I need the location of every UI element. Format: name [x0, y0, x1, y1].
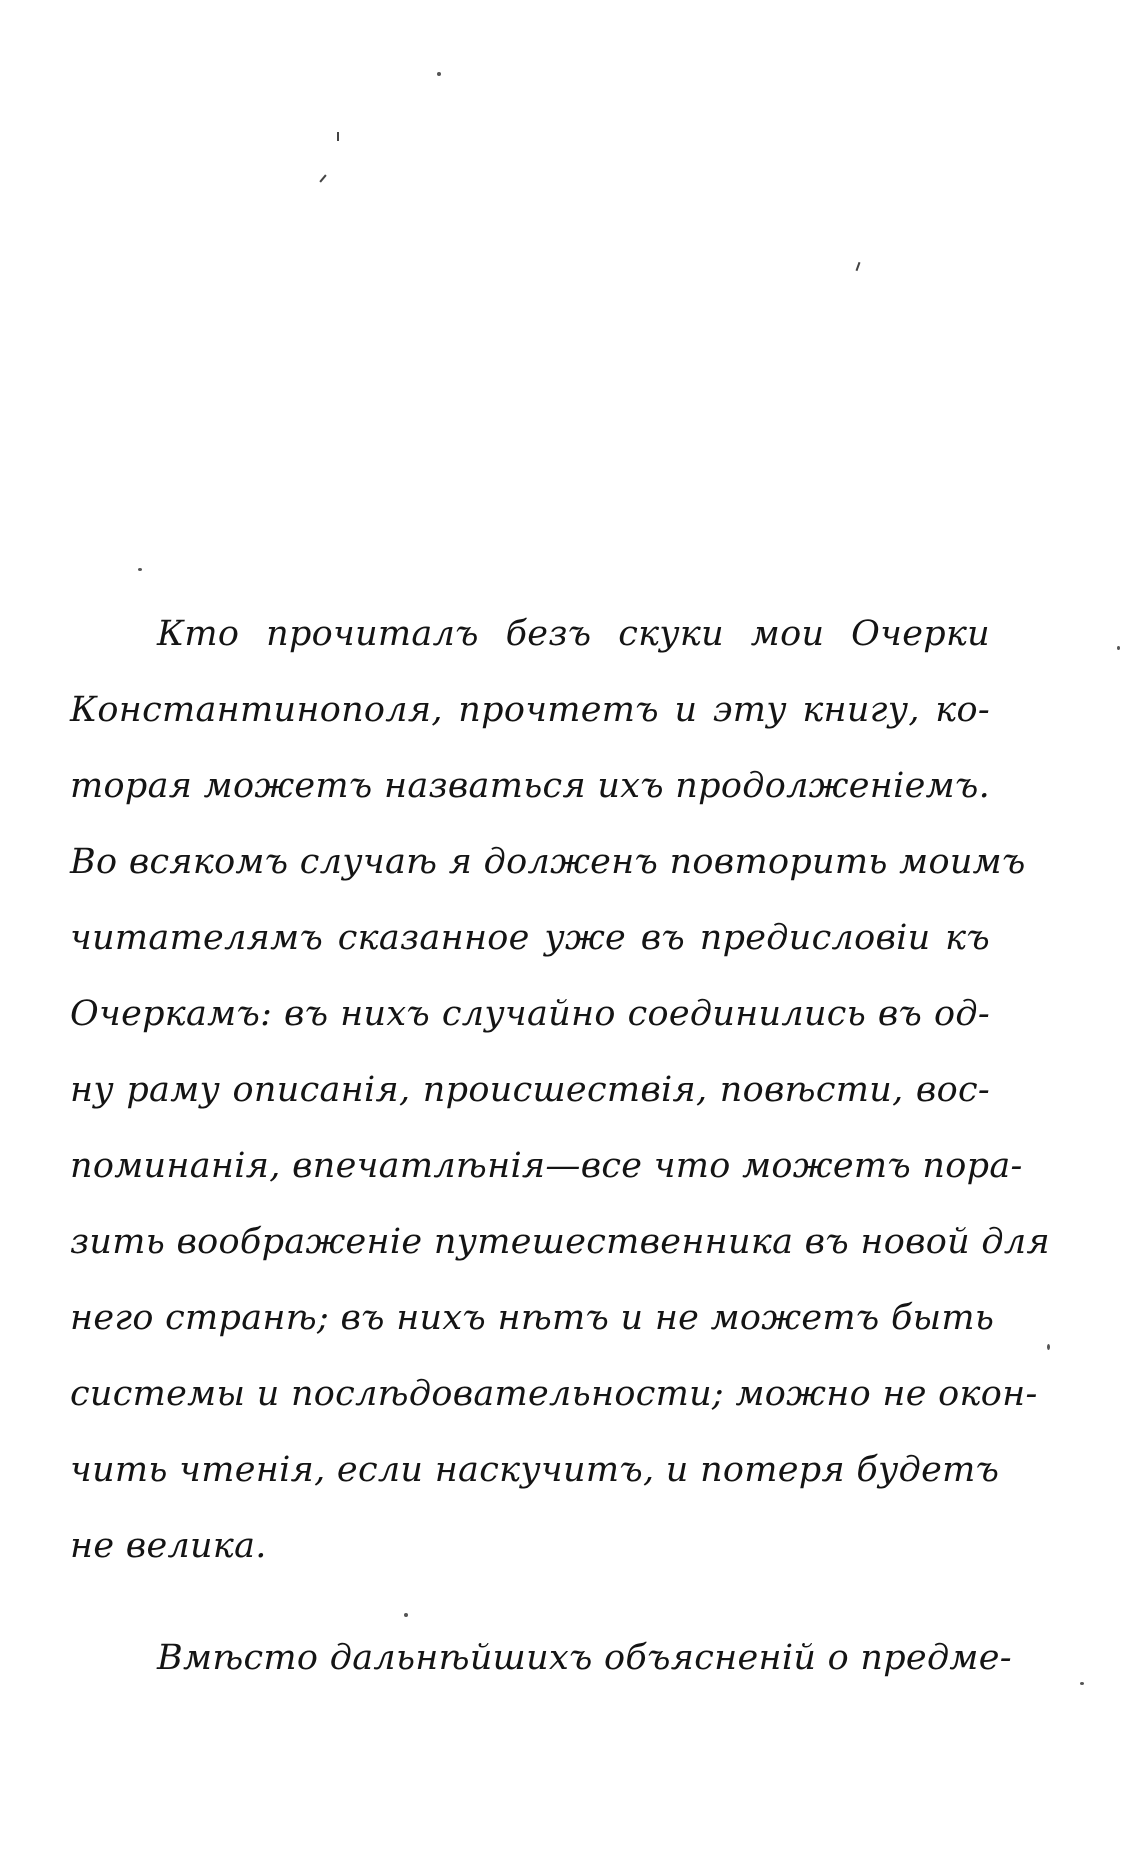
- text-line: Вмѣсто дальнѣйшихъ объясненій о предме-: [157, 1638, 1012, 1678]
- text-line: Очеркамъ: въ нихъ случайно соединились въ од-: [70, 994, 990, 1034]
- scan-mark: [856, 262, 861, 271]
- text-line: зить воображеніе путешественника въ новой для: [70, 1222, 1050, 1262]
- text-line: Константинополя, прочтетъ и эту книгу, ко-: [70, 690, 990, 730]
- scan-speck: [1047, 1344, 1050, 1350]
- scan-speck: [437, 72, 441, 76]
- text-line: торая можетъ назваться ихъ продолженіемъ.: [70, 766, 990, 806]
- scan-speck: [1080, 1682, 1084, 1685]
- text-line: него странѣ; въ нихъ нѣтъ и не можетъ быть: [70, 1298, 995, 1338]
- text-line: Во всякомъ случаѣ я долженъ повторить моимъ: [70, 842, 1026, 882]
- scan-speck: [404, 1613, 408, 1617]
- text-line: Кто прочиталъ безъ скуки мои Очерки: [157, 614, 990, 654]
- text-line: не велика.: [70, 1526, 267, 1566]
- scan-speck: [138, 568, 142, 571]
- text-line: читателямъ сказанное уже въ предисловіи къ: [70, 918, 990, 958]
- paragraph-1: [70, 596, 1050, 1584]
- text-line: ну раму описанія, происшествія, повѣсти, вос-: [70, 1070, 990, 1110]
- scan-mark: [337, 132, 339, 141]
- scan-speck: [1117, 646, 1120, 650]
- text-line: системы и послѣдовательности; можно не окон-: [70, 1374, 1038, 1414]
- paragraph-2: [157, 1620, 1012, 1696]
- text-line: чить чтенія, если наскучитъ, и потеря будетъ: [70, 1450, 1000, 1490]
- scan-mark: [319, 174, 326, 182]
- text-line: поминанія, впечатлѣнія—все что можетъ пора-: [70, 1146, 1023, 1186]
